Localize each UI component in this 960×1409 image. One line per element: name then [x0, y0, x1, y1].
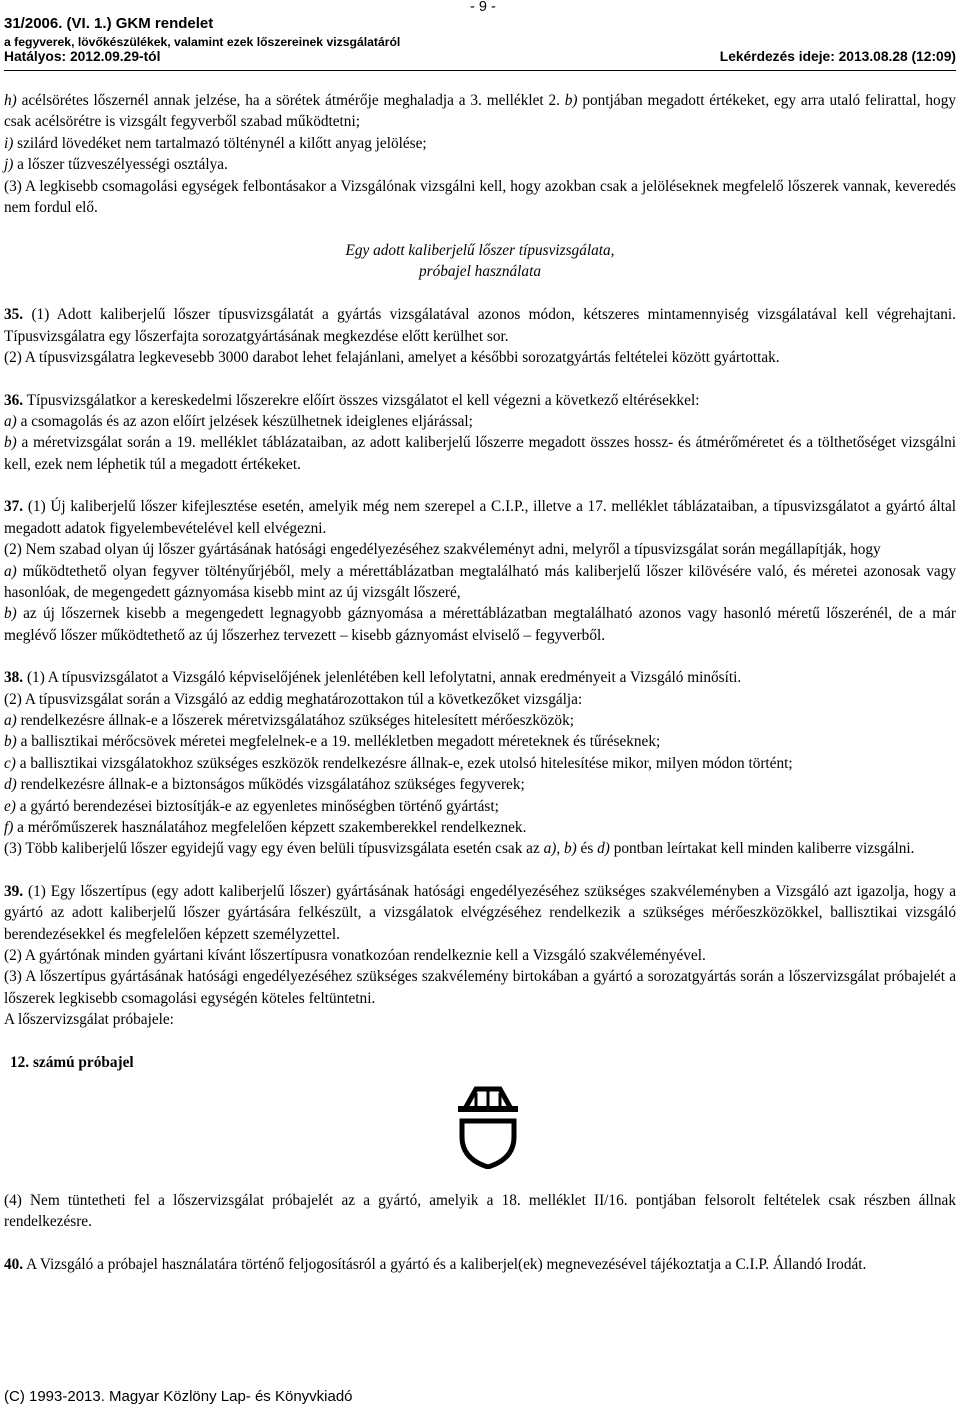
section-number: 35.	[4, 306, 24, 324]
point-reference: d)	[597, 840, 610, 858]
section-36	[4, 390, 956, 411]
point-text: a lőszer tűzveszélyességi osztálya.	[13, 156, 228, 174]
valid-from: Hatályos: 2012.09.29-tól	[4, 49, 161, 64]
point-i	[4, 133, 956, 154]
section-38	[4, 667, 956, 688]
section-37	[4, 496, 956, 539]
point-label: i)	[4, 134, 14, 152]
point-text: a mérőműszerek használatához megfelelően képzett szakemberekkel rendelkeznek.	[13, 818, 527, 836]
section-number: 38.	[4, 669, 24, 687]
point-label: b)	[4, 605, 17, 623]
proof-mark-shield-icon	[454, 1085, 522, 1169]
point-label: b)	[4, 733, 17, 751]
paragraph: (2) A gyártónak minden gyártani kívánt lőszertípusra vonatkozóan rendelkeznie kell a Vizsgáló szakvéleményével.	[4, 947, 706, 964]
point-label: j)	[4, 156, 14, 174]
point-text: rendelkezésre állnak-e a lőszerek méretvizsgálatához szükséges hitelesített mérőeszközök;	[16, 711, 574, 729]
header-dates	[4, 49, 956, 65]
section-heading-line: próbajel használata	[419, 263, 541, 281]
point-label: e)	[4, 797, 16, 815]
point-b	[4, 603, 956, 646]
point-text: acélsörétes lőszernél annak jelzése, ha a sörétek átmérője meghaladja a 3. melléklet 2.	[16, 92, 565, 109]
point-d	[4, 774, 956, 795]
point-label: a)	[4, 711, 17, 729]
point-text: a ballisztikai mérőcsövek méretei megfelelnek-e a 19. mellékletben megadott méreteknek és tűréseknek;	[16, 733, 661, 751]
paragraph: (2) Nem szabad olyan új lőszer gyártásának hatósági engedélyezéséhez szakvéleményt adni, melyről a típusvizsgálat során megállapítják, hogy	[4, 541, 881, 559]
point-text: a csomagolás és az azon előírt jelzések készülhetnek ideiglenes eljárással;	[16, 413, 473, 431]
page-footer: (C) 1993-2013. Magyar Közlöny Lap- és Könyvkiadó	[4, 1388, 353, 1405]
point-reference: a), b)	[543, 840, 577, 858]
paragraph-text: (1) Új kaliberjelű lőszer kifejlesztése esetén, amelyik még nem szerepel a C.I.P., illetve a 17. melléklet táblázataiban, a típusvizsgálatot a gyártó által megadott adatok figyelembevételével kell elvégezni.	[4, 498, 956, 537]
paragraph-text: (1) Egy lőszertípus (egy adott kaliberjelű lőszer) gyártásának hatósági engedélyezéséhez szükséges szakvéleményben a Vizsgáló azt igazolja, hogy a gyártó az adott kaliberjelű lőszer gyártására felkészült, a vizsgálatok elvégzéséhez rendelkezik a szükséges mérőeszközökkel, ballisztikai vizsgáló berendezésekkel és megfelelően képzett személyzettel.	[4, 882, 956, 943]
proof-mark-title: 12. számú próbajel	[10, 1053, 134, 1071]
point-text: rendelkezésre állnak-e a biztonságos működés vizsgálatához szükséges fegyverek;	[16, 776, 525, 794]
point-h	[4, 90, 956, 133]
point-text: szilárd lövedéket nem tartalmazó tölténynél a kilőtt anyag jelölése;	[13, 134, 427, 152]
paragraph: (2) A típusvizsgálat során a Vizsgáló az eddig meghatározottakon túl a következőket vizsgálja:	[4, 690, 583, 708]
point-text: a gyártó berendezései biztosítják-e az egyenletes minőségben történő gyártást;	[15, 797, 499, 815]
section-39	[4, 881, 956, 945]
point-j	[4, 154, 956, 175]
point-label: h)	[4, 92, 17, 109]
point-label: f)	[4, 818, 14, 836]
point-reference: b)	[564, 92, 578, 109]
section-35	[4, 304, 956, 347]
section-number: 36.	[4, 391, 24, 409]
paragraph	[4, 838, 956, 859]
point-text: működtethető olyan fegyver töltényűrjéből, mely a mérettáblázatban megtalálható más kaliberjelű lőszer kilövésére való, és méretei azonosak vagy hasonlóak, de megengedett gáznyomása kisebb mint az új vizsgált lőszeré,	[4, 562, 956, 601]
point-a	[4, 411, 956, 432]
document-body	[4, 90, 956, 1275]
paragraph: (4) Nem tüntetheti fel a lőszervizsgálat próbajelét az a gyártó, amelyik a 18. melléklet II/16. pontjában felsorolt feltételek csak részben állnak rendelkezésre.	[4, 1192, 956, 1231]
point-b	[4, 731, 956, 752]
header-divider	[4, 70, 956, 71]
point-f	[4, 817, 956, 838]
paragraph-text: és	[576, 840, 598, 858]
paragraph: (2) A típusvizsgálatra legkevesebb 3000 darabot lehet felajánlani, amelyet a későbbi sorozatgyártás feltételei között gyártottak.	[4, 349, 780, 367]
paragraph-text: A Vizsgáló a próbajel használatára történő feljogosításról a gyártó és a kaliberjel(ek) megnevezésével tájékoztatja a C.I.P. Állandó Irodát.	[23, 1255, 867, 1273]
point-c	[4, 753, 956, 774]
paragraph: (3) A lőszertípus gyártásának hatósági engedélyezéséhez szükséges szakvélemény birtokában a gyártó a sorozatgyártás során a lőszervizsgálat próbajelét a lőszerek legkisebb csomagolási egységén köteles feltüntetni.	[4, 968, 956, 1007]
paragraph: A lőszervizsgálat próbajele:	[4, 1011, 174, 1029]
point-label: d)	[4, 776, 17, 794]
section-heading-line: Egy adott kaliberjelű lőszer típusvizsgálata,	[345, 242, 615, 260]
paragraph-text: (3) Több kaliberjelű lőszer egyidejű vagy egy éven belüli típusvizsgálata esetén csak az	[4, 840, 544, 858]
query-time: Lekérdezés ideje: 2013.08.28 (12:09)	[719, 49, 956, 64]
point-b	[4, 432, 956, 475]
point-label: b)	[4, 434, 17, 452]
point-label: a)	[4, 562, 17, 580]
point-text: pontjában megadott értékeket, egy arra utaló felirattal, hogy csak acélsörétre is vizsgált fegyverből szabad működtetni;	[4, 92, 956, 131]
point-a	[4, 561, 956, 604]
point-label: a)	[4, 413, 17, 431]
page-header	[4, 0, 956, 88]
document-number: 31/2006. (VI. 1.) GKM rendelet	[4, 15, 214, 32]
section-number: 40.	[4, 1255, 24, 1273]
page-number: - 9 -	[470, 0, 496, 15]
paragraph-text: Típusvizsgálatkor a kereskedelmi lőszerekre előírt összes vizsgálatot el kell végezni a következő eltérésekkel:	[23, 391, 700, 409]
section-heading	[4, 240, 956, 282]
paragraph-text: (1) A típusvizsgálatot a Vizsgáló képviselőjének jelenlétében kell lefolytatni, annak eredményeit a Vizsgáló minősíti.	[23, 669, 742, 687]
document-subtitle: a fegyverek, lövőkészülékek, valamint ezek lőszereinek vizsgálatáról	[4, 35, 401, 49]
point-text: a méretvizsgálat során a 19. melléklet táblázataiban, az adott kaliberjelű lőszerre megadott összes hossz- és átmérőméretet és a tölthetőséget vizsgálni kell, ezek nem léphetik túl a megadott értékeket.	[4, 434, 956, 473]
point-text: az új lőszernek kisebb a megengedett legnagyobb gáznyomása a mérettáblázatban megtalálható azonos vagy hasonló méretű lőszerénél, de a már meglévő lőszer működtethető az új lőszerhez tervezett – kisebb gáznyomást elviselő – fegyverből.	[4, 605, 956, 644]
paragraph-text: (1) Adott kaliberjelű lőszer típusvizsgálatát a gyártás vizsgálatával azonos módon, kétszeres mintamennyiség vizsgálatával kell végrehajtani. Típusvizsgálatra egy lőszerfajta sorozatgyártásának megkezdése előtt kerülhet sor.	[4, 306, 956, 345]
point-text: a ballisztikai vizsgálatokhoz szükséges eszközök rendelkezésre állnak-e, ezek utolsó hitelesítése mikor, milyen módon történt;	[15, 754, 793, 772]
section-number: 39.	[4, 882, 24, 900]
point-a	[4, 710, 956, 731]
point-e	[4, 796, 956, 817]
section-40	[4, 1254, 956, 1275]
paragraph-text: pontban leírtakat kell minden kaliberre vizsgálni.	[609, 840, 915, 858]
paragraph-3: (3) A legkisebb csomagolási egységek felbontásakor a Vizsgálónak vizsgálni kell, hogy azokban csak a jelöléseknek megfelelő lőszerek vannak, keveredés nem fordul elő.	[4, 177, 956, 217]
point-label: c)	[4, 754, 16, 772]
section-number: 37.	[4, 498, 24, 516]
